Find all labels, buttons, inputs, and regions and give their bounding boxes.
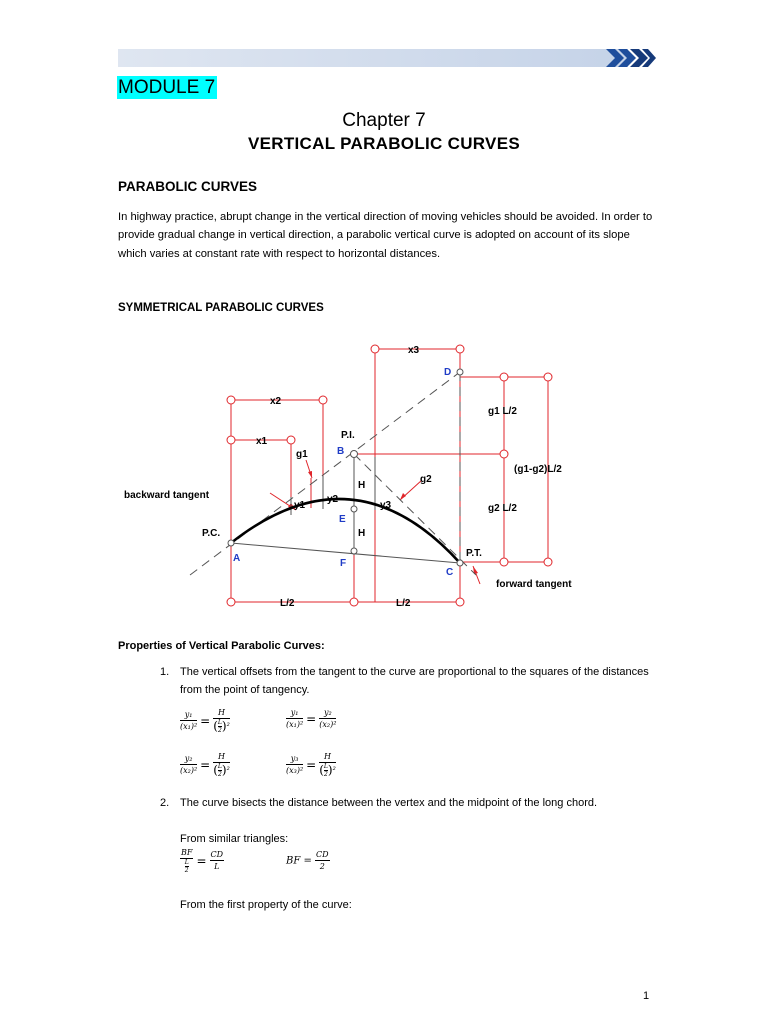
property-1-number: 1.	[160, 666, 170, 678]
chapter-title: Chapter 7	[342, 110, 426, 131]
property-1-text: The vertical offsets from the tangent to the curve are proportional to the squares of the distances from the point of tangency.	[180, 666, 649, 696]
label-h-bottom: H	[358, 528, 366, 539]
label-g1: g1	[296, 449, 308, 460]
label-f: F	[340, 558, 347, 569]
formula-3: $\frac{\text{y₂}}{\text{(x₂)²}}$ = H ( $\frac{L}{2}$ )²	[180, 752, 230, 778]
formula-5: $\frac{BF}{\frac{L}{2}}$ = $\frac{CD}{L}$	[181, 848, 224, 874]
label-c: C	[446, 567, 454, 578]
first-property-text: From the first property of the curve:	[180, 899, 352, 911]
formula-1: $\frac{\text{y₁}}{\text{(x₁)²}}$ = H ( $\frac{L}{2}$ )²	[180, 708, 230, 734]
label-pc: P.C.	[202, 528, 221, 539]
label-pt: P.T.	[466, 548, 482, 559]
label-h-top: H	[358, 480, 366, 491]
label-d: D	[444, 367, 452, 378]
dimension-markers	[227, 345, 552, 606]
label-g2-l2: g2 L/2	[488, 503, 517, 514]
label-e: E	[339, 514, 346, 525]
label-g2: g2	[420, 474, 432, 485]
label-x2: x2	[270, 396, 282, 407]
label-l2-right: L/2	[396, 598, 411, 609]
chord-lines	[231, 454, 460, 563]
module-label: MODULE 7	[118, 77, 216, 98]
section-heading: PARABOLIC CURVES	[118, 179, 258, 194]
intro-paragraph: In highway practice, abrupt change in the vertical direction of moving vehicles should be avoided. In order to provide gradual change in vertical direction, a parabolic vertical curve is adopted on account of its slope which varies at constant rate with respect to horizontal distances.	[118, 211, 653, 260]
label-b: B	[337, 446, 345, 457]
label-a: A	[233, 553, 241, 564]
label-forward-tangent: forward tangent	[496, 579, 572, 590]
label-y1: y1	[294, 500, 306, 511]
properties-heading: Properties of Vertical Parabolic Curves:	[118, 640, 325, 652]
label-l2-left: L/2	[280, 598, 295, 609]
header-bar	[118, 49, 656, 67]
label-pi: P.I.	[341, 430, 355, 441]
label-g1-l2: g1 L/2	[488, 406, 517, 417]
similar-triangles-text: From similar triangles:	[180, 833, 289, 845]
label-g1g2-l2: (g1-g2)L/2	[514, 464, 562, 475]
subsection-heading: SYMMETRICAL PARABOLIC CURVES	[118, 302, 324, 314]
property-2-text: The curve bisects the distance between the vertex and the midpoint of the long chord.	[180, 797, 598, 809]
formula-4: $\frac{\text{y₃}}{\text{(x₃)²}}$ = H ( $\frac{L}{2}$ )²	[286, 752, 336, 778]
parabolic-curve-diagram	[118, 330, 618, 620]
label-y3: y3	[380, 500, 392, 511]
property-2-number: 2.	[160, 797, 170, 809]
label-backward-tangent: backward tangent	[124, 490, 210, 501]
arrow-heads	[288, 471, 478, 574]
label-y2: y2	[327, 494, 339, 505]
formula-2: $\frac{\text{y₁}}{\text{(x₁)²}}$ = $\frac{\text{y₂}}{\text{(x₂)²}}$	[286, 708, 337, 729]
label-x3: x3	[408, 345, 420, 356]
label-x1: x1	[256, 436, 268, 447]
curve-points	[228, 369, 463, 566]
page-number: 1	[643, 990, 650, 1002]
chapter-subtitle: VERTICAL PARABOLIC CURVES	[248, 134, 520, 153]
formula-6: BF = $\frac{CD}{2}$	[286, 850, 329, 871]
